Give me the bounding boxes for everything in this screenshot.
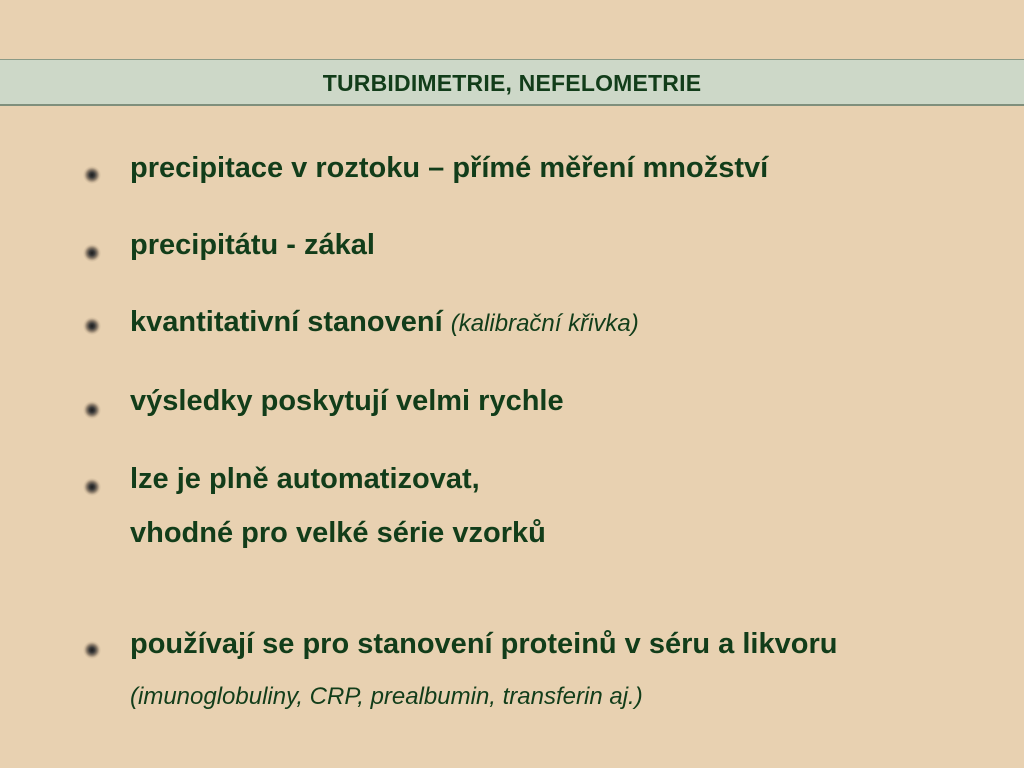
slide-title: TURBIDIMETRIE, NEFELOMETRIE [322, 70, 702, 96]
round-bullet-icon [83, 478, 101, 496]
round-bullet-icon [83, 244, 101, 262]
bullet-text [130, 305, 639, 341]
round-bullet-icon [83, 401, 101, 419]
bullet-text: lze je plně automatizovat, [130, 463, 480, 495]
bullet-text: výsledky poskytují velmi rychle [130, 385, 564, 417]
bullet-text-line-2: vhodné pro velké série vzorků [130, 517, 546, 549]
bullet-text: precipitace v roztoku – přímé měření množství [130, 152, 769, 184]
bullet-subnote: (imunoglobuliny, CRP, prealbumin, transferin aj.) [130, 683, 643, 710]
bullet-main-text: kvantitativní stanovení [130, 306, 443, 338]
round-bullet-icon [83, 317, 101, 335]
round-bullet-icon [83, 641, 101, 659]
bullet-text: precipitátu - zákal [130, 229, 375, 261]
bullet-text: používají se pro stanovení proteinů v séru a likvoru [130, 628, 838, 660]
bullet-note: (kalibrační křivka) [450, 310, 639, 337]
round-bullet-icon [83, 166, 101, 184]
